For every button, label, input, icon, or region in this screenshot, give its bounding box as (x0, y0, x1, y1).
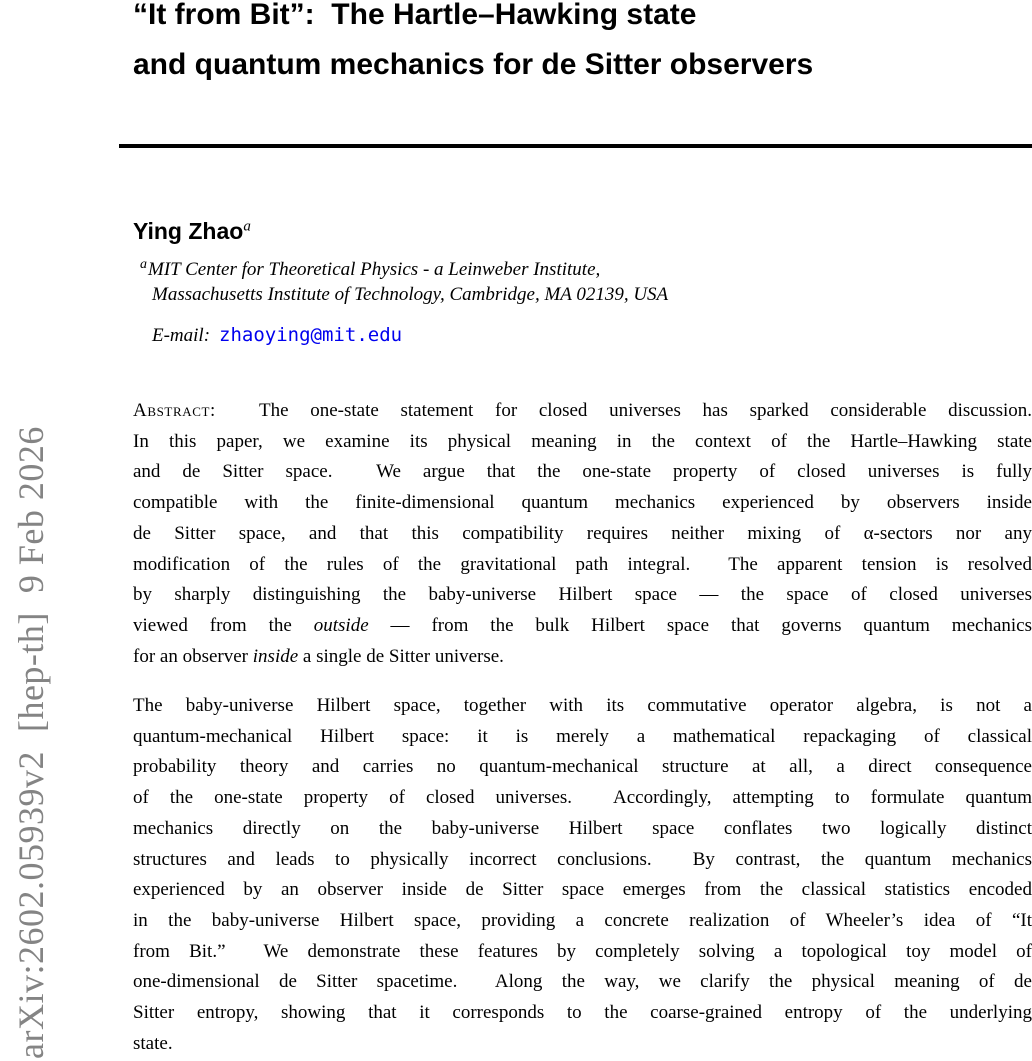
abstract-paragraph-1 (133, 396, 1032, 672)
abstract-text: structures and leads to physically incorrect conclusions. By contrast, the quantum mechanics (133, 848, 1032, 870)
abstract-line (133, 906, 1032, 937)
abstract-line (133, 998, 1032, 1029)
email-label: E-mail: (152, 325, 211, 346)
title-separator-rule (119, 144, 1032, 148)
abstract-text: — from the bulk Hilbert space that governs quantum mechanics (368, 614, 1032, 636)
email-link[interactable]: zhaoying@mit.edu (219, 324, 403, 346)
abstract-line (133, 642, 1032, 673)
abstract-text: by sharply distinguishing the baby-universe Hilbert space — the space of closed universes (133, 584, 1032, 606)
author-line (133, 218, 251, 245)
abstract-line (133, 845, 1032, 876)
abstract-line (133, 814, 1032, 845)
abstract-line (133, 937, 1032, 968)
author-name: Ying Zhao (133, 218, 244, 244)
paper-title (133, 0, 1032, 90)
affiliation-line-1 (140, 258, 668, 283)
abstract-text: and de Sitter space. We argue that the one-state property of closed universes is fully (133, 461, 1032, 483)
abstract-text: one-dimensional de Sitter spacetime. Along the way, we clarify the physical meaning of de (133, 971, 1032, 993)
abstract-line (133, 875, 1032, 906)
contact-line (152, 323, 402, 348)
abstract-italic-text: outside (313, 614, 369, 636)
abstract-line (133, 967, 1032, 998)
abstract-line (133, 488, 1032, 519)
abstract-text: experienced by an observer inside de Sitter space emerges from the classical statistics encoded (133, 879, 1032, 901)
abstract-text: viewed from the (133, 614, 314, 636)
author-affiliation-marker: a (243, 218, 251, 235)
abstract-line (133, 722, 1032, 753)
abstract-text: state. (133, 1032, 173, 1054)
abstract-text: quantum-mechanical Hilbert space: it is merely a mathematical repackaging of classical (133, 725, 1032, 747)
abstract-smallcaps-text: Abstract: (133, 400, 216, 421)
abstract-line (133, 550, 1032, 581)
abstract-text: a single de Sitter universe. (298, 645, 504, 667)
abstract-line (133, 519, 1032, 550)
abstract-text: compatible with the finite-dimensional quantum mechanics experienced by observers inside (133, 492, 1032, 514)
abstract-italic-text: inside (252, 645, 299, 667)
affiliation-block (140, 258, 668, 307)
abstract-text: de Sitter space, and that this compatibility requires neither mixing of α-sectors nor any (133, 522, 1032, 544)
abstract-line (133, 691, 1032, 722)
abstract-text: The one-state statement for closed universes has sparked considerable discussion. (215, 400, 1032, 421)
affiliation-line-2: Massachusetts Institute of Technology, Cambridge, MA 02139, USA (152, 283, 669, 305)
paper-title-line-1: “It from Bit”: The Hartle–Hawking state (133, 0, 697, 31)
abstract-text: Sitter entropy, showing that it corresponds to the coarse-grained entropy of the underlying (133, 1002, 1032, 1024)
abstract-line (133, 1029, 1032, 1060)
abstract-text: In this paper, we examine its physical meaning in the context of the Hartle–Hawking state (133, 430, 1032, 452)
abstract-line (133, 457, 1032, 488)
abstract-paragraph-2 (133, 691, 1032, 1059)
abstract-line (133, 783, 1032, 814)
arxiv-watermark: arXiv:2602.05939v2 [hep-th] 9 Feb 2026 (11, 426, 51, 1059)
abstract-text: in the baby-universe Hilbert space, providing a concrete realization of Wheeler’s idea of “It (133, 909, 1032, 931)
affiliation-marker: a (140, 256, 147, 272)
abstract-text: for an observer (133, 645, 253, 667)
abstract-line (133, 611, 1032, 642)
abstract-text: probability theory and carries no quantum-mechanical structure at all, a direct consequence (133, 756, 1032, 778)
abstract-text: from Bit.” We demonstrate these features by completely solving a topological toy model of (133, 940, 1032, 962)
abstract-line (133, 396, 1032, 427)
abstract-line (133, 580, 1032, 611)
abstract-line (133, 752, 1032, 783)
paper-title-line-2: and quantum mechanics for de Sitter observers (133, 48, 814, 81)
abstract-text: mechanics directly on the baby-universe Hilbert space conflates two logically distinct (133, 817, 1032, 839)
abstract-text: The baby-universe Hilbert space, together with its commutative operator algebra, is not a (133, 695, 1032, 716)
affiliation-institute: MIT Center for Theoretical Physics - a Leinweber Institute, (148, 259, 601, 280)
abstract-line (133, 427, 1032, 458)
abstract-text: modification of the rules of the gravitational path integral. The apparent tension is resolved (133, 553, 1032, 575)
abstract-text: of the one-state property of closed universes. Accordingly, attempting to formulate quantum (133, 787, 1032, 809)
